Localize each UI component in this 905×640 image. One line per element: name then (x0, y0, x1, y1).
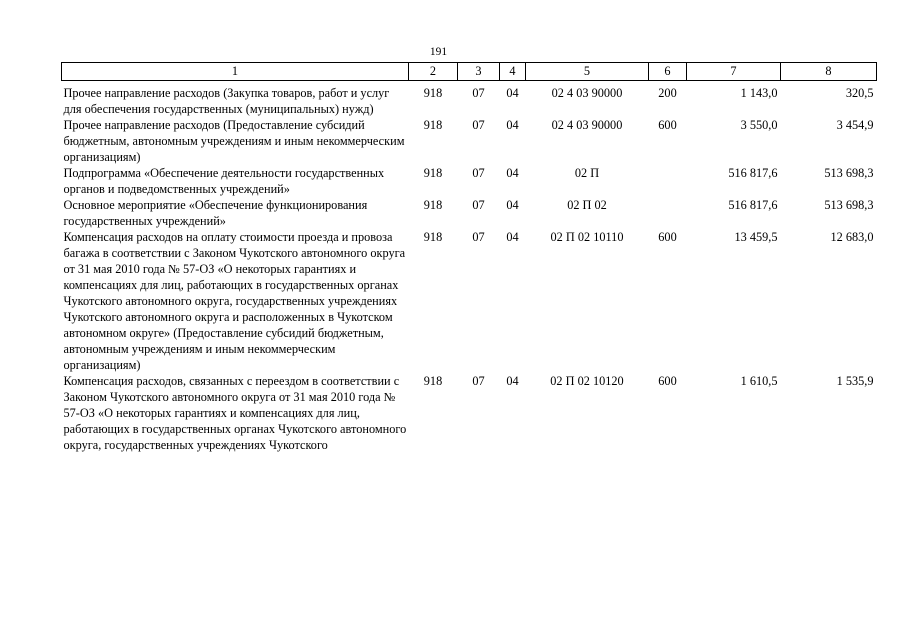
row-name: Основное мероприятие «Обеспечение функционирования государственных учреждений» (63, 198, 368, 228)
row-ministry-code: 918 (423, 374, 443, 388)
row-name: Прочее направление расходов (Предоставление субсидий бюджетным, автономным учреждениям и иным некоммерческим организациям) (63, 118, 405, 164)
row-target-article: 02 4 03 90000 (551, 118, 623, 132)
row-expense-type: 200 (658, 86, 677, 100)
row-expense-type: 600 (658, 118, 677, 132)
header-row (62, 63, 877, 81)
row-name: Компенсация расходов на оплату стоимости проезда и провоза багажа в соответствии с Законом Чукотского автономного округа от 31 мая 2010 года № 57-ОЗ «О некоторых гарантиях и компенсациях для лиц, работающих в государственных органах Чукотского автономного округа, государственных учреждениях Чукотского автономного округа и расположенных в Чукотском автономном округе» (Предоставление субсидий бюджетным, автономным учреждениям и иным некоммерческим организациям) (63, 230, 406, 372)
row-subsection: 04 (506, 86, 519, 100)
row-section: 07 (472, 198, 485, 212)
row-amount-executed: 513 698,3 (824, 198, 874, 212)
row-expense-type: 600 (658, 230, 677, 244)
row-amount-executed: 12 683,0 (830, 230, 874, 244)
row-ministry-code: 918 (423, 86, 443, 100)
col-header-6: 6 (649, 63, 687, 81)
row-ministry-code: 918 (423, 230, 443, 244)
row-section: 07 (472, 118, 485, 132)
row-expense-type (649, 165, 687, 197)
col-header-4: 4 (500, 63, 526, 81)
row-section: 07 (472, 230, 485, 244)
row-amount-executed: 3 454,9 (836, 118, 874, 132)
row-amount-executed: 1 535,9 (836, 374, 874, 388)
col-header-2: 2 (409, 63, 458, 81)
row-section: 07 (472, 86, 485, 100)
row-subsection: 04 (506, 374, 519, 388)
row-ministry-code: 918 (423, 118, 443, 132)
row-amount-approved: 1 143,0 (740, 86, 778, 100)
row-amount-executed: 320,5 (845, 86, 874, 100)
col-header-7: 7 (687, 63, 781, 81)
budget-table (61, 62, 877, 453)
row-target-article: 02 П 02 10110 (550, 230, 624, 244)
table-row (62, 81, 877, 118)
row-subsection: 04 (506, 166, 519, 180)
row-subsection: 04 (506, 230, 519, 244)
row-target-article: 02 4 03 90000 (551, 86, 623, 100)
row-subsection: 04 (506, 118, 519, 132)
table-row (62, 229, 877, 373)
row-expense-type: 600 (658, 374, 677, 388)
row-target-article: 02 П (574, 166, 600, 180)
row-amount-approved: 3 550,0 (740, 118, 778, 132)
row-section: 07 (472, 374, 485, 388)
row-name: Подпрограмма «Обеспечение деятельности государственных органов и подведомственных учреждений» (63, 166, 385, 196)
row-name: Компенсация расходов, связанных с переездом в соответствии с Законом Чукотского автономного округа от 31 мая 2010 года № 57-ОЗ «О некоторых гарантиях и компенсациях для лиц, работающих в государственных органах Чукотского автономного округа, государственных учреждениях Чукотского (63, 374, 407, 452)
row-target-article: 02 П 02 10120 (550, 374, 624, 388)
row-ministry-code: 918 (423, 198, 443, 212)
table-row (62, 373, 877, 453)
row-expense-type (649, 197, 687, 229)
col-header-3: 3 (458, 63, 500, 81)
row-subsection: 04 (506, 198, 519, 212)
page-number: 191 (429, 46, 448, 58)
row-amount-approved: 516 817,6 (728, 198, 778, 212)
row-target-article: 02 П 02 (567, 198, 607, 212)
col-header-1: 1 (62, 63, 409, 81)
row-ministry-code: 918 (423, 166, 443, 180)
row-name: Прочее направление расходов (Закупка товаров, работ и услуг для обеспечения государственных (муниципальных) нужд) (63, 86, 390, 116)
table-row (62, 165, 877, 197)
table-row (62, 117, 877, 165)
row-amount-executed: 513 698,3 (824, 166, 874, 180)
row-amount-approved: 1 610,5 (740, 374, 778, 388)
row-amount-approved: 13 459,5 (734, 230, 778, 244)
col-header-5: 5 (526, 63, 649, 81)
col-header-8: 8 (781, 63, 877, 81)
row-amount-approved: 516 817,6 (728, 166, 778, 180)
table-row (62, 197, 877, 229)
row-section: 07 (472, 166, 485, 180)
